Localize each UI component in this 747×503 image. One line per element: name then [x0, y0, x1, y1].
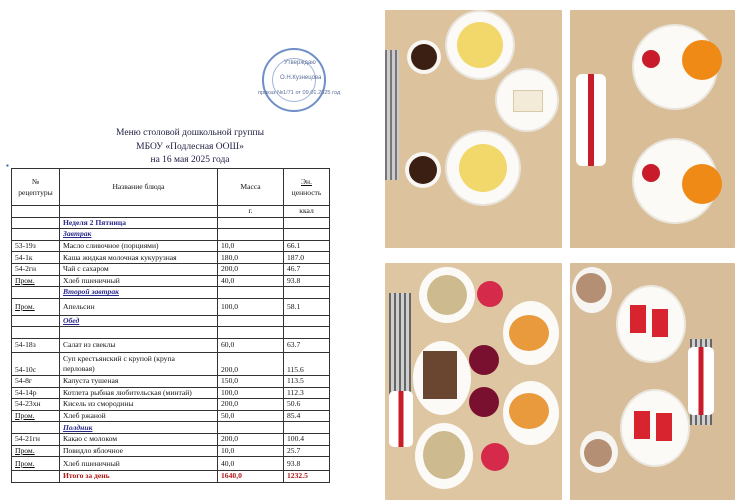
- table-header-row: [12, 169, 330, 206]
- unit-mass: г.: [218, 206, 284, 218]
- dish-rack: [385, 50, 399, 180]
- orange-icon: [682, 164, 722, 204]
- cocoa: [576, 273, 606, 303]
- table-row: 54-23хн Кисель из смородины 200,0 50.6: [12, 399, 330, 411]
- total-mass: 1640,0: [218, 471, 284, 483]
- section-lunch: Обед: [60, 315, 218, 327]
- col-energy-header-2: ценность: [291, 188, 322, 197]
- table-row: 54-14р Котлета рыбная любительская (минтай) 100,0 112.3: [12, 387, 330, 399]
- kissel: [477, 281, 503, 307]
- marker-icon: ▪: [6, 161, 9, 170]
- menu-date: на 16 мая 2025 года: [150, 155, 230, 165]
- table-row: Пром. Повидло яблочное 10,0 25.7: [12, 445, 330, 457]
- kissel: [481, 443, 509, 471]
- porridge: [457, 22, 503, 68]
- col-number-header: №: [31, 177, 40, 186]
- school-name: МБОУ «Подлесная ООШ»: [136, 142, 244, 152]
- plate: [618, 287, 684, 361]
- tea: [411, 44, 437, 70]
- table-row: 54-1к Каша жидкая молочная кукурузная 180,0 187.0: [12, 252, 330, 264]
- bread-with-jam: [656, 413, 672, 441]
- beet-salad: [469, 387, 499, 417]
- section-row: [12, 229, 330, 241]
- section-snack: Полдник: [60, 422, 218, 434]
- dish-name-cont: перловая): [63, 363, 95, 373]
- unit-energy: ккал: [284, 206, 330, 218]
- total-label: Итого за день: [60, 471, 218, 483]
- col-mass-header: Масса: [218, 169, 284, 206]
- orange-icon: [682, 40, 722, 80]
- snack-photo: [570, 263, 735, 500]
- bread-with-jam: [652, 309, 668, 337]
- napkin-holder: [688, 347, 714, 415]
- bread-with-jam: [630, 305, 646, 333]
- rye-bread: [423, 351, 457, 399]
- beet-salad: [469, 345, 499, 375]
- col-number-header-2: рецептуры: [18, 188, 53, 197]
- stamp-signer: О.Н.Кузнецова: [280, 75, 322, 81]
- table-row: 54-21гн Какао с молоком 200,0 100.4: [12, 433, 330, 445]
- table-row: 54-18з Салат из свеклы 60,0 63.7: [12, 338, 330, 352]
- breakfast-photo: [385, 10, 562, 248]
- table-row: Пром. Хлеб пшеничный 40,0 93.8: [12, 457, 330, 471]
- table-row: 54-2гн Чай с сахаром 200,0 46.7: [12, 263, 330, 275]
- table-row: Пром. Хлеб ржаной 50,0 85.4: [12, 410, 330, 422]
- bread: [513, 90, 543, 112]
- table-row: 54-8г Капуста тушеная 150,0 113.5: [12, 375, 330, 387]
- section-second-breakfast: Второй завтрак: [60, 287, 218, 299]
- tea: [409, 156, 437, 184]
- plate: [622, 391, 688, 465]
- cabbage: [509, 315, 549, 351]
- bread-with-jam: [634, 411, 650, 439]
- table-row: 53-19з Масло сливочное (порциями) 10,0 66.1: [12, 240, 330, 252]
- col-name-header: Название блюда: [60, 169, 218, 206]
- table-row: Пром. Хлеб пшеничный 40,0 93.8: [12, 275, 330, 287]
- soup: [427, 275, 467, 315]
- cabbage: [509, 393, 549, 429]
- table-row: 54-10с Суп крестьянский с крупой (крупа перловая) 200,0 115.6: [12, 352, 330, 375]
- spacer-row: [12, 327, 330, 339]
- section-breakfast: Завтрак: [60, 229, 218, 241]
- porridge: [459, 144, 507, 192]
- stamp-approve: Утверждаю: [284, 60, 316, 66]
- table-row: Пром. Апельсин 100,0 58.1: [12, 298, 330, 315]
- cocoa: [584, 439, 612, 467]
- section-row: [12, 422, 330, 434]
- napkin-holder: [576, 74, 606, 166]
- stamp-order: приказ №1/71 от 09.01.2025 год: [258, 90, 341, 96]
- second-breakfast-photo: [570, 10, 735, 248]
- lunch-photo: [385, 263, 562, 500]
- cherry-decor: [642, 50, 660, 68]
- week-row: [12, 217, 330, 229]
- dish-name: Суп крестьянский с крупой (крупа: [63, 353, 175, 363]
- section-row: [12, 315, 330, 327]
- table-units-row: [12, 206, 330, 218]
- menu-title: Меню столовой дошкольной группы: [116, 128, 264, 138]
- col-energy-header: Эн.: [301, 177, 312, 186]
- napkin-holder: [389, 391, 413, 447]
- soup: [423, 431, 465, 479]
- total-row: [12, 471, 330, 483]
- total-kcal: 1232.5: [284, 471, 330, 483]
- dish-rack: [389, 293, 411, 403]
- cherry-decor: [642, 164, 660, 182]
- section-row: [12, 287, 330, 299]
- menu-table: [11, 168, 330, 483]
- week-label: Неделя 2 Пятница: [60, 217, 218, 229]
